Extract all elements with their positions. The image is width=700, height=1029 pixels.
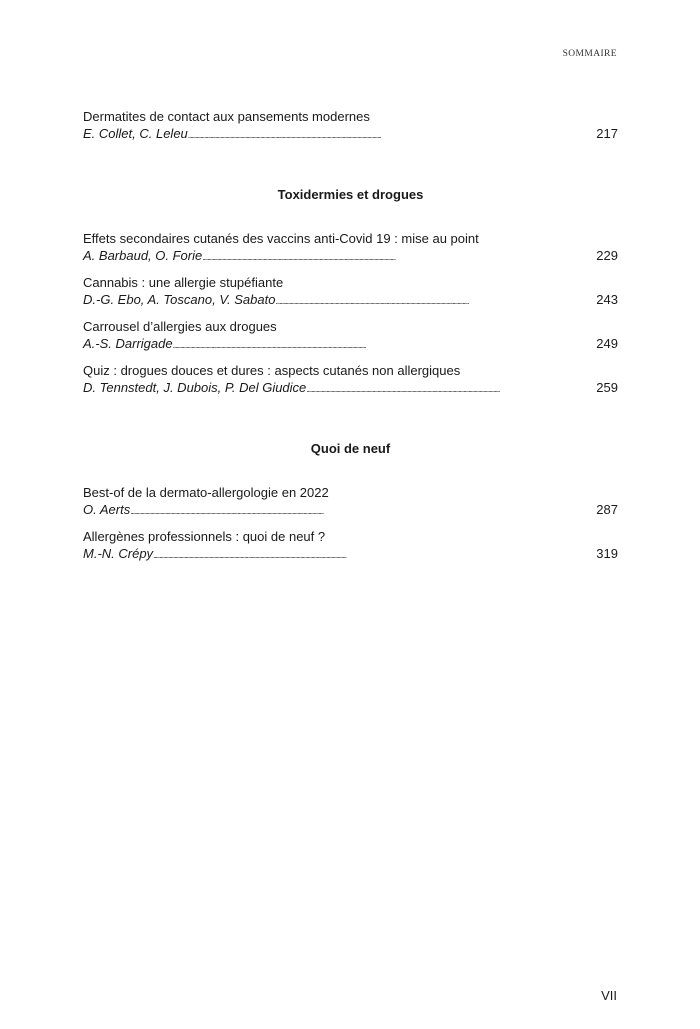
toc-entry <box>83 274 618 310</box>
entry-page-number: 249 <box>596 336 618 351</box>
section-heading: Toxidermies et drogues <box>277 187 424 202</box>
entry-title: Best-of de la dermato-allergologie en 2022 <box>83 485 329 500</box>
entry-authors: D. Tennstedt, J. Dubois, P. Del Giudice <box>83 380 307 395</box>
dot-leader <box>188 125 580 144</box>
toc-entry <box>83 362 618 398</box>
entry-authors: D.-G. Ebo, A. Toscano, V. Sabato <box>83 292 276 307</box>
entry-page-number: 259 <box>596 380 618 395</box>
entry-byline <box>83 125 618 144</box>
entry-title: Allergènes professionnels : quoi de neuf ? <box>83 529 326 544</box>
entry-title: Effets secondaires cutanés des vaccins anti-Covid 19 : mise au point <box>83 231 479 246</box>
dot-leader <box>306 379 580 398</box>
entry-byline <box>83 291 618 310</box>
entry-authors: O. Aerts <box>83 502 131 517</box>
entry-authors: A.-S. Darrigade <box>83 336 173 351</box>
entry-byline <box>83 247 618 266</box>
dot-leader <box>153 545 580 564</box>
entry-authors: E. Collet, C. Leleu <box>83 126 188 141</box>
toc-entry <box>83 230 618 266</box>
entry-byline <box>83 335 618 354</box>
entry-title: Cannabis : une allergie stupéfiante <box>83 275 284 290</box>
entry-title: Dermatites de contact aux pansements modernes <box>83 109 370 124</box>
entry-title: Carrousel d’allergies aux drogues <box>83 319 277 334</box>
entry-byline <box>83 501 618 520</box>
entry-byline <box>83 545 618 564</box>
entry-page-number: 217 <box>596 126 618 141</box>
toc-entry <box>83 318 618 354</box>
entry-page-number: 287 <box>596 502 618 517</box>
entry-page-number: 243 <box>596 292 618 307</box>
entry-page-number: 229 <box>596 248 618 263</box>
running-head: SOMMAIRE <box>562 49 617 59</box>
entry-authors: A. Barbaud, O. Forie <box>83 248 203 263</box>
toc-entry <box>83 528 618 564</box>
toc-entry <box>83 484 618 520</box>
entry-page-number: 319 <box>596 546 618 561</box>
dot-leader <box>275 291 580 310</box>
entry-authors: M.-N. Crépy <box>83 546 154 561</box>
toc-entry <box>83 108 618 144</box>
dot-leader <box>130 501 580 520</box>
dot-leader <box>202 247 580 266</box>
page-folio: VII <box>601 988 617 1003</box>
dot-leader <box>173 335 580 354</box>
entry-byline <box>83 379 618 398</box>
section-heading: Quoi de neuf <box>310 441 391 456</box>
entry-title: Quiz : drogues douces et dures : aspects cutanés non allergiques <box>83 363 461 378</box>
